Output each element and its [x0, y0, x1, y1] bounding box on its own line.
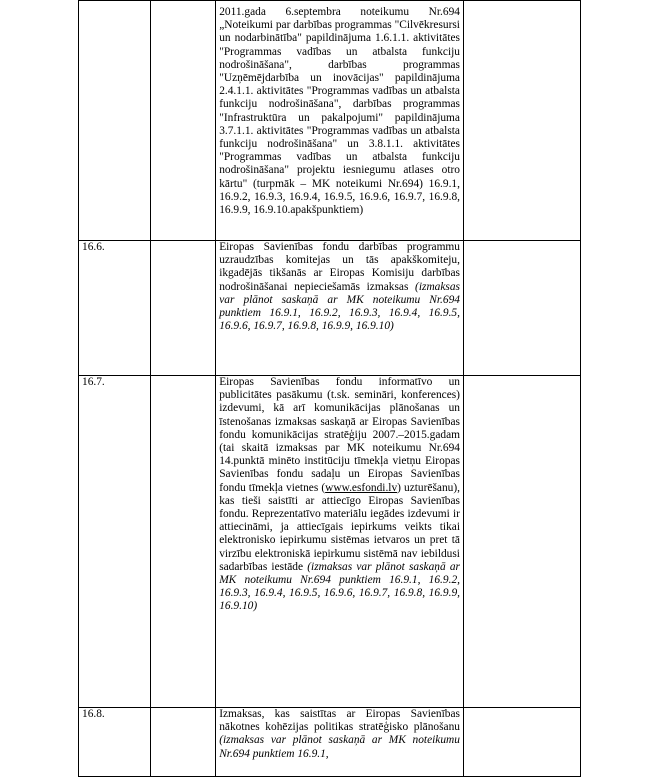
- item-description-cell: [216, 241, 464, 376]
- item-number: 16.6.: [82, 241, 105, 253]
- empty-cell: [463, 1, 580, 241]
- item-number-cell: [79, 376, 151, 708]
- table-row: [79, 708, 581, 777]
- table-row: [79, 241, 581, 376]
- item-note: (izmaksas var plānot saskaņā ar MK noteikumu Nr.694 punktiem 16.9.1, 16.9.2, 16.9.3, 16.9.4, 16.9.5, 16.9.6, 16.9.7, 16.9.8, 16.9.9, 16.9.10): [219, 560, 460, 613]
- item-description-cont: ) uzturēšanu), kas tieši saistīti ar attiecīgo Eiropas Savienības fondu. Reprezentatīvo materiālu iegādes izdevumi ir attiecināmi, ja attiecīgais iepirkums veikts tikai elektronisko iepirkumu sistēmas ietvaros un pret tā virzību elektroniskā iepirkumu sistēmā nav iebildusi sadarbības iestāde: [219, 481, 460, 573]
- item-note: (izmaksas var plānot saskaņā ar MK noteikumu Nr.694 punktiem 16.9.1, 16.9.2, 16.9.3, 16.9.4, 16.9.5, 16.9.6, 16.9.7, 16.9.8, 16.9.9, 16.9.10): [219, 280, 460, 333]
- item-description: Izmaksas, kas saistītas ar Eiropas Savienības nākotnes kohēzijas politikas stratēģisko plānošanu: [219, 708, 460, 734]
- item-number: 16.7.: [82, 376, 105, 388]
- empty-cell: [151, 241, 216, 376]
- empty-cell: [463, 241, 580, 376]
- item-number: 16.8.: [82, 708, 105, 720]
- item-description-cell: [216, 376, 464, 708]
- empty-cell: [151, 1, 216, 241]
- table-row: [79, 376, 581, 708]
- item-description: Eiropas Savienības fondu informatīvo un publicitātes pasākumu (t.sk. semināri, konferences) izdevumi, kā arī komunikācijas plānošanas un īstenošanas izmaksas saskaņā ar Eiropas Savienības fondu komunikācijas stratēģiju 2007.–2015.gadam (tai skaitā izmaksas par MK noteikumu Nr.694 14.punktā minēto institūciju tīmekļa vietņu Eiropas Savienības fondu sadaļu un Eiropas Savienības fondu tīmekļa vietnes (: [219, 376, 460, 494]
- item-description: Eiropas Savienības fondu darbības programmu uzraudzības komitejas un tās apakškomiteju, ikgadējās tikšanās ar Eiropas Komisiju darbības nodrošināšanai nepieciešamās izmaksas: [219, 241, 460, 293]
- item-description-cell: [216, 708, 464, 777]
- budget-items-table: [78, 0, 581, 777]
- item-number-cell: [79, 1, 151, 241]
- empty-cell: [151, 708, 216, 777]
- esfondi-link[interactable]: www.esfondi.lv: [325, 481, 398, 494]
- item-description-cell: [216, 1, 464, 241]
- empty-cell: [463, 708, 580, 777]
- item-number-cell: [79, 241, 151, 376]
- item-description: 2011.gada 6.septembra noteikumu Nr.694 „Noteikumi par darbības programmas "Cilvēkresursi un nodarbinātība" papildinājuma 1.6.1.1. aktivitātes "Programmas vadības un atbalsta funkciju nodrošināšana", darbības programmas "Uzņēmējdarbība un inovācijas" papildinājuma 2.4.1.1. aktivitātes "Programmas vadības un atbalsta funkciju nodrošināšana", darbības programmas "Infrastruktūra un pakalpojumi" papildinājuma 3.7.1.1. aktivitātes "Programmas vadības un atbalsta funkciju nodrošināšana" un 3.8.1.1. aktivitātes "Programmas vadības un atbalsta funkciju nodrošināšana" projektu iesniegumu atlases otro kārtu" (turpmāk – MK noteikumi Nr.694) 16.9.1, 16.9.2, 16.9.3, 16.9.4, 16.9.5, 16.9.6, 16.9.7, 16.9.8, 16.9.9, 16.9.10.apakšpunktiem): [219, 6, 460, 217]
- empty-cell: [151, 376, 216, 708]
- table-row: [79, 1, 581, 241]
- item-number-cell: [79, 708, 151, 777]
- empty-cell: [463, 376, 580, 708]
- item-note: (izmaksas var plānot saskaņā ar MK noteikumu Nr.694 punktiem 16.9.1,: [219, 734, 460, 760]
